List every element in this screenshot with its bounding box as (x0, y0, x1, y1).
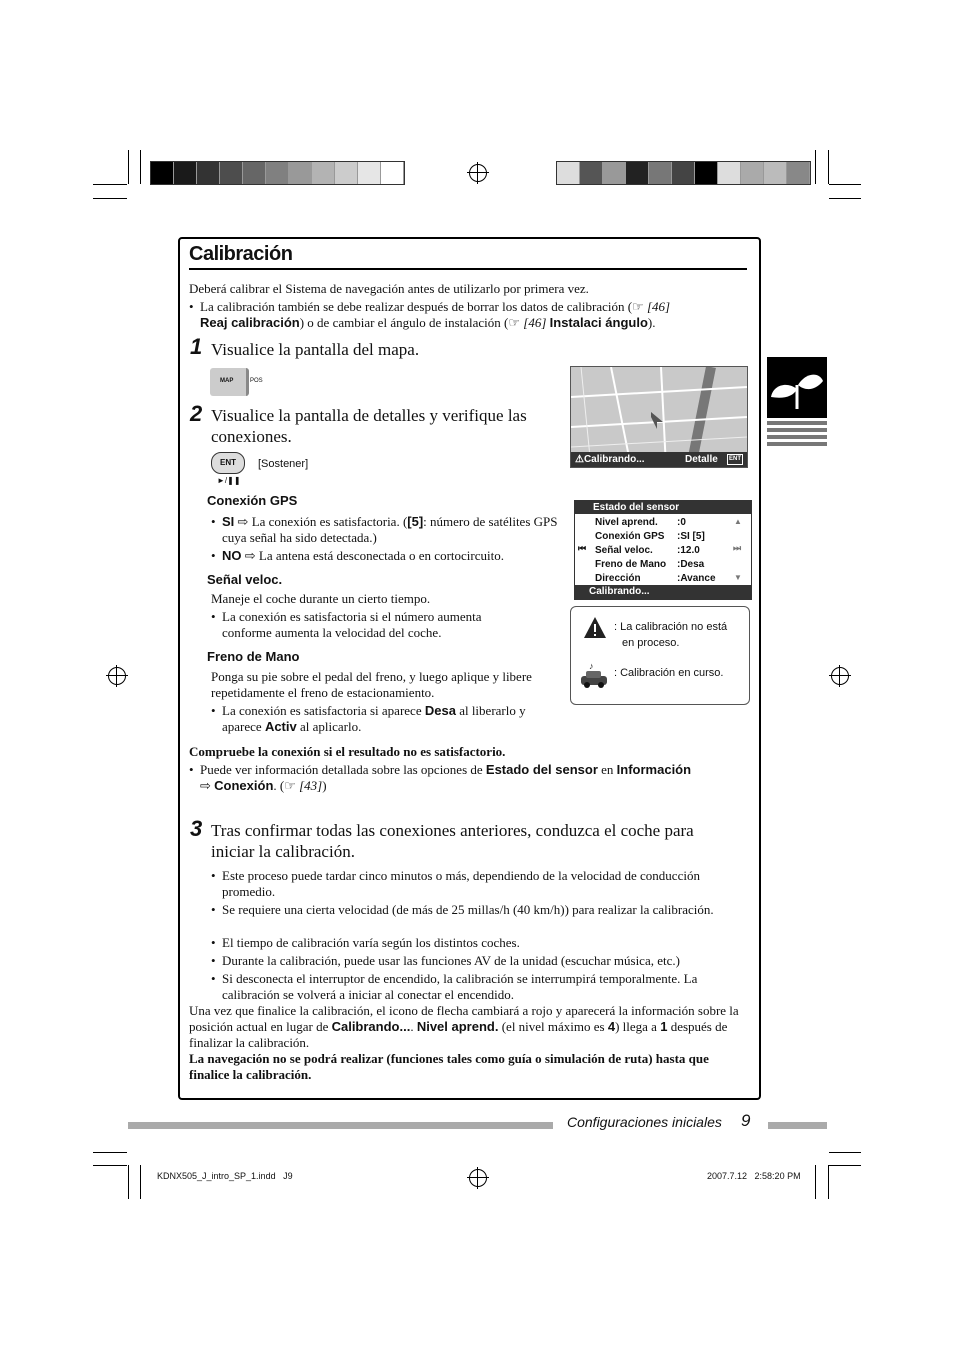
tab-stripe (767, 421, 827, 425)
hold-label: [Sostener] (258, 458, 309, 470)
crop-mark (140, 150, 141, 184)
calibrating-car-icon (579, 660, 609, 690)
sensor-labels: Nivel aprend. Conexión GPS Señal veloc. Freno de Mano Dirección (595, 517, 667, 584)
intro-text: Deberá calibrar el Sistema de navegación antes de utilizarlo por primera vez. (189, 281, 589, 296)
step-number: 2 (190, 401, 203, 426)
color-bar-left (150, 161, 405, 185)
step3-bullet: Se requiere una cierta velocidad (de más de 25 millas/h (40 km/h)) para realizar la calibración. (222, 902, 714, 917)
step-number: 1 (190, 334, 203, 359)
step3-bullet: Si desconecta el interruptor de encendido, la calibración se interrumpirá temporalmente. La calibración se volverá a iniciar al conectar el encendido. (222, 971, 698, 1002)
page-number: 9 (741, 1111, 751, 1130)
crop-mark (815, 150, 816, 184)
scroll-down-icon[interactable]: ▼ (734, 573, 742, 582)
step-title: Visualice la pantalla del mapa. (211, 340, 420, 359)
step-title: Visualice la pantalla de detalles y verifique las conexiones. (211, 406, 527, 446)
crop-mark (815, 1165, 816, 1199)
svg-text:♪: ♪ (589, 661, 594, 671)
crop-mark (829, 1152, 861, 1153)
section-tab (767, 357, 827, 418)
registration-mark (469, 1169, 487, 1187)
crop-mark (828, 1165, 829, 1199)
crop-mark (829, 198, 861, 199)
brake-heading: Freno de Mano (207, 649, 300, 664)
warning-icon (583, 616, 607, 640)
step-title: Tras confirmar todas las conexiones anteriores, conduzca el coche para iniciar la calibración. (211, 821, 694, 861)
footer-rule (768, 1122, 827, 1129)
intro-bullet: La calibración también se debe realizar después de borrar los datos de calibración (☞ [46] Reaj calibración) o de cambiar el ángulo de instalación (☞ [46] Instalaci ángulo). (200, 299, 671, 330)
step3-bullet: El tiempo de calibración varía según los distintos coches. (222, 935, 520, 950)
crop-mark (140, 1165, 141, 1199)
final-warning: La navegación no se podrá realizar (funciones tales como guía o simulación de ruta) hasta que finalice la calibración. (189, 1051, 709, 1082)
gps-no: NO ⇨ La antena está desconectada o en cortocircuito. (222, 548, 504, 563)
legend-box (570, 606, 750, 705)
sensor-values: :0 :SI [5] :12.0 :Desa :Avance (677, 517, 716, 584)
registration-mark (469, 164, 487, 182)
map-status-bar: ⚠Calibrando... Detalle ENT (571, 452, 747, 467)
page-title: Calibración (189, 243, 293, 265)
scroll-up-icon[interactable]: ▲ (734, 517, 742, 526)
crop-mark (93, 198, 127, 199)
speed-text: Maneje el coche durante un cierto tiempo. (211, 591, 431, 606)
step3-bullet: Durante la calibración, puede usar las funciones AV de la unidad (escuchar música, etc.) (222, 953, 680, 968)
legend-text-1: : La calibración no está (614, 621, 728, 633)
sensor-panel (574, 500, 752, 600)
check-bullet: Puede ver información detallada sobre las opciones de Estado del sensor en Información ⇨ Conexión. (☞ [43]) (200, 762, 692, 793)
registration-mark (831, 667, 849, 685)
check-heading: Compruebe la conexión si el resultado no es satisfactorio. (189, 744, 506, 759)
tab-stripe (767, 428, 827, 432)
registration-mark (108, 667, 126, 685)
speed-heading: Señal veloc. (207, 572, 283, 587)
final-text: Una vez que finalice la calibración, el icono de flecha cambiará a rojo y aparecerá la información sobre la posición actual en lugar de Calibrando.... Nivel aprend. (el nivel máximo es 4) llega a 1 después de finalizar la calibración. (189, 1003, 739, 1050)
next-icon[interactable]: ⏭ (733, 543, 742, 553)
map-screen (570, 366, 748, 468)
prev-icon[interactable]: ⏮ (578, 543, 587, 553)
pos-label: POS (250, 378, 263, 384)
brake-text: Ponga su pie sobre el pedal del freno, y luego aplique y libere repetidamente el freno de estacionamiento. (211, 669, 532, 700)
legend-text-1b: en proceso. (622, 637, 680, 649)
crop-mark (93, 1165, 127, 1166)
gps-heading: Conexión GPS (207, 493, 298, 508)
map-button[interactable]: MAP (210, 368, 249, 396)
print-file: KDNX505_J_intro_SP_1.indd J9 (157, 1171, 293, 1181)
ent-button[interactable]: ENT (211, 452, 245, 474)
footer-rule (128, 1122, 553, 1129)
legend-text-2: : Calibración en curso. (614, 667, 724, 679)
crop-mark (829, 1165, 861, 1166)
speed-bullet: La conexión es satisfactoria si el número aumenta conforme aumenta la velocidad del coche. (222, 609, 482, 640)
tab-stripe (767, 442, 827, 446)
sensor-footer: Calibrando... (589, 586, 650, 597)
sprout-icon (767, 357, 827, 418)
sensor-title: Estado del sensor (593, 502, 680, 513)
crop-mark (128, 1165, 129, 1199)
play-pause-label: ►/❚❚ (217, 476, 241, 485)
brake-bullet: La conexión es satisfactoria si aparece Desa al liberarlo y aparece Activ al aplicarlo. (222, 703, 526, 734)
print-date: 2007.7.12 2:58:20 PM (707, 1171, 801, 1181)
tab-stripe (767, 435, 827, 439)
crop-mark (128, 150, 129, 184)
step3-bullet: Este proceso puede tardar cinco minutos o más, dependiendo de la velocidad de conducción promedio. (222, 868, 700, 899)
footer-section: Configuraciones iniciales (567, 1114, 722, 1130)
title-rule (189, 268, 747, 270)
crop-mark (93, 1152, 127, 1153)
crop-mark (828, 150, 829, 184)
gps-si: SI ⇨ La conexión es satisfactoria. ([5]: número de satélites GPS cuya señal ha sido detectada.) (222, 514, 558, 545)
step-number: 3 (190, 816, 203, 841)
crop-mark (829, 184, 861, 185)
crop-mark (93, 184, 127, 185)
color-bar-right (556, 161, 811, 185)
